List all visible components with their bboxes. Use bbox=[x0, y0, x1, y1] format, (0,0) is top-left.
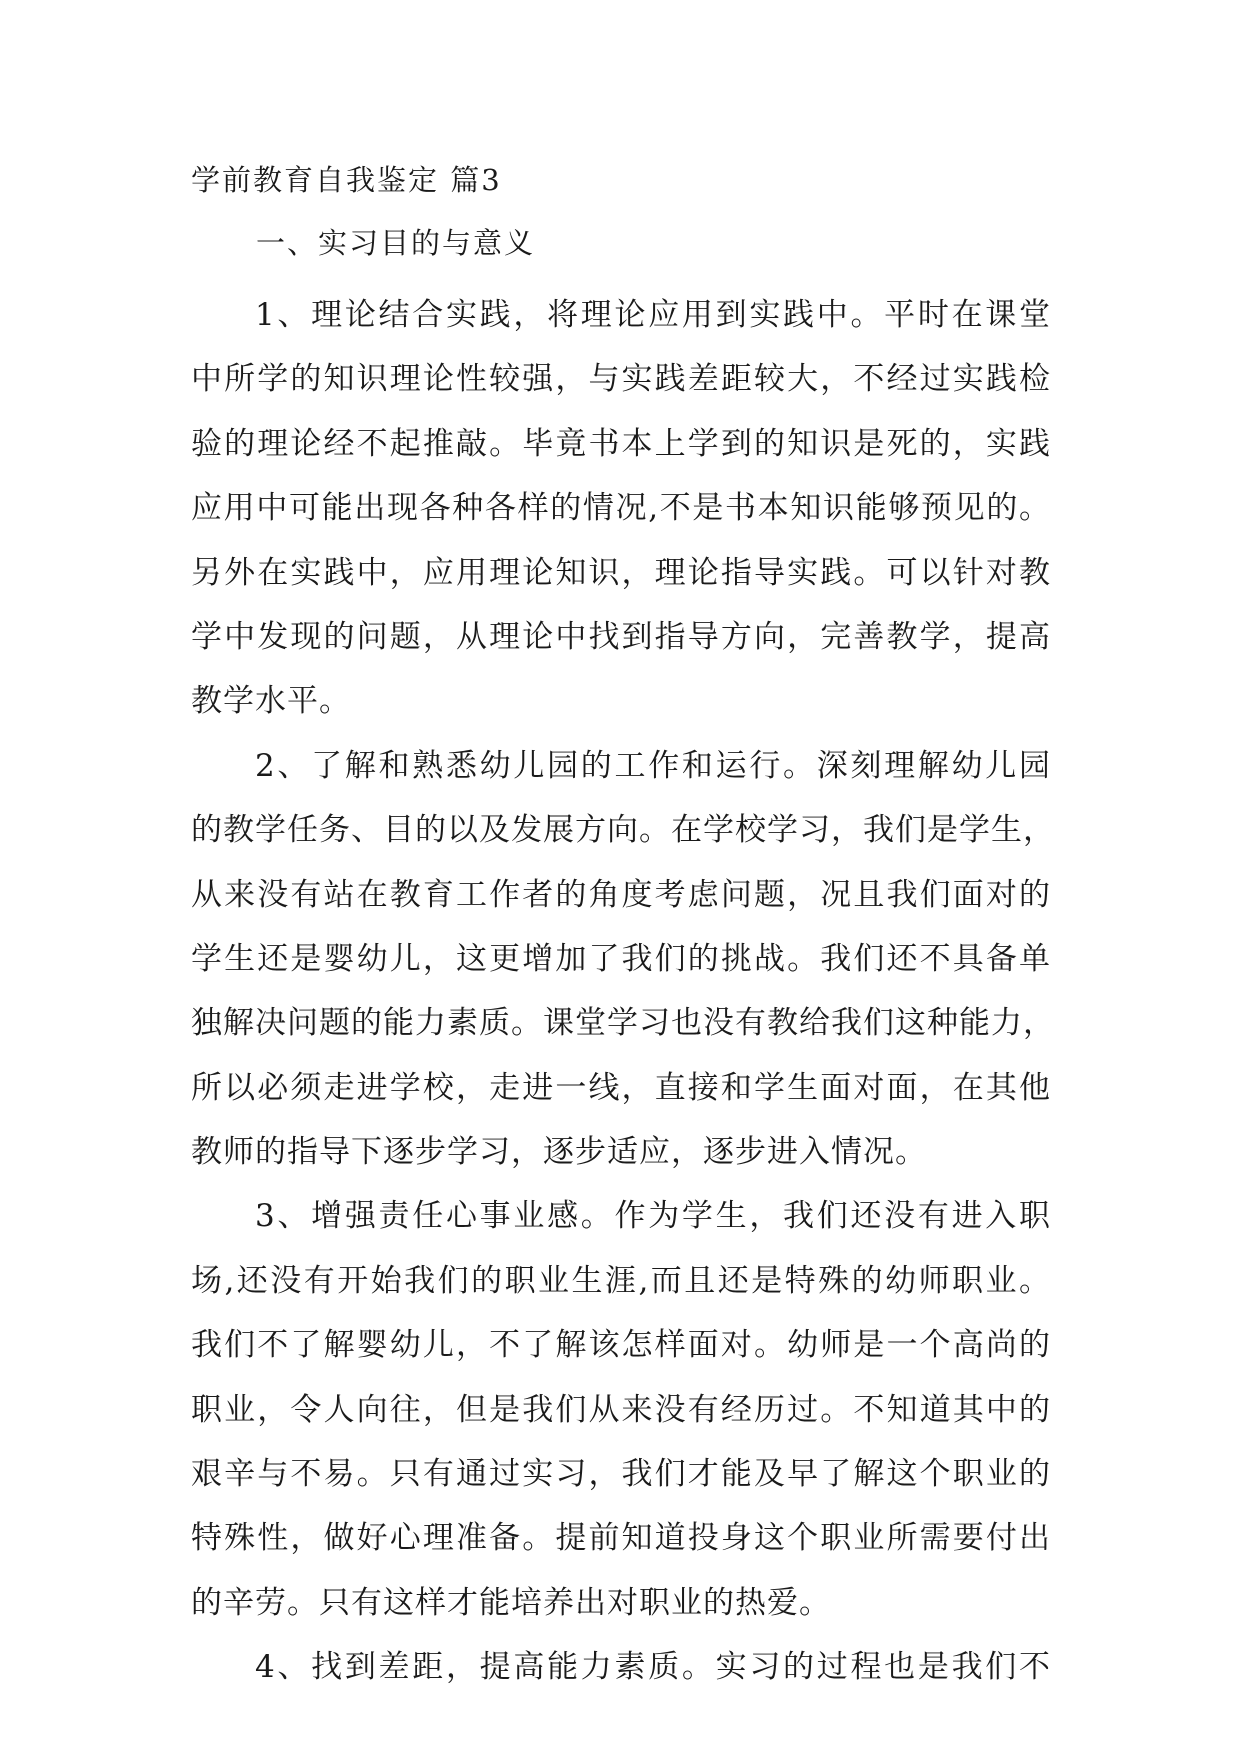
paragraph-line: 2、了解和熟悉幼儿园的工作和运行。深刻理解幼儿园 bbox=[255, 747, 1051, 784]
paragraph-line: 教师的指导下逐步学习，逐步适应，逐步进入情况。 bbox=[191, 1134, 927, 1171]
paragraph-line: 的教学任务、目的以及发展方向。在学校学习，我们是学生， bbox=[191, 812, 1055, 849]
paragraph-line: 中所学的知识理论性较强，与实践差距较大，不经过实践检 bbox=[191, 361, 1051, 398]
paragraph-line: 教学水平。 bbox=[191, 683, 351, 720]
paragraph-line: 职业，令人向往，但是我们从来没有经历过。不知道其中的 bbox=[191, 1391, 1051, 1428]
document-body bbox=[191, 283, 1055, 1700]
paragraph-line: 独解决问题的能力素质。课堂学习也没有教给我们这种能力， bbox=[191, 1005, 1055, 1042]
paragraph-line: 1、理论结合实践，将理论应用到实践中。平时在课堂 bbox=[255, 297, 1051, 333]
paragraph-line: 所以必须走进学校，走进一线，直接和学生面对面，在其他 bbox=[191, 1069, 1051, 1106]
document-title: 学前教育自我鉴定 篇3 bbox=[191, 163, 502, 197]
paragraph-line: 3、增强责任心事业感。作为学生，我们还没有进入职 bbox=[255, 1198, 1051, 1235]
paragraph-line: 应用中可能出现各种各样的情况,不是书本知识能够预见的。 bbox=[191, 490, 1051, 527]
paragraph-line: 我们不了解婴幼儿，不了解该怎样面对。幼师是一个高尚的 bbox=[191, 1327, 1051, 1364]
paragraph-line: 的辛劳。只有这样才能培养出对职业的热爱。 bbox=[191, 1584, 831, 1621]
paragraph-line: 验的理论经不起推敲。毕竟书本上学到的知识是死的，实践 bbox=[191, 425, 1051, 462]
paragraph-line: 特殊性，做好心理准备。提前知道投身这个职业所需要付出 bbox=[191, 1520, 1051, 1557]
paragraph-line: 4、找到差距，提高能力素质。实习的过程也是我们不 bbox=[255, 1649, 1051, 1686]
paragraph-line: 学生还是婴幼儿，这更增加了我们的挑战。我们还不具备单 bbox=[191, 940, 1051, 977]
paragraph-line: 艰辛与不易。只有通过实习，我们才能及早了解这个职业的 bbox=[191, 1456, 1051, 1493]
paragraph-line: 另外在实践中，应用理论知识，理论指导实践。可以针对教 bbox=[191, 554, 1051, 591]
paragraph-line: 场,还没有开始我们的职业生涯,而且还是特殊的幼师职业。 bbox=[191, 1262, 1051, 1299]
paragraph-line: 学中发现的问题，从理论中找到指导方向，完善教学，提高 bbox=[191, 618, 1051, 655]
section-heading: 一、实习目的与意义 bbox=[256, 226, 536, 260]
paragraph-line: 从来没有站在教育工作者的角度考虑问题，况且我们面对的 bbox=[191, 876, 1051, 913]
